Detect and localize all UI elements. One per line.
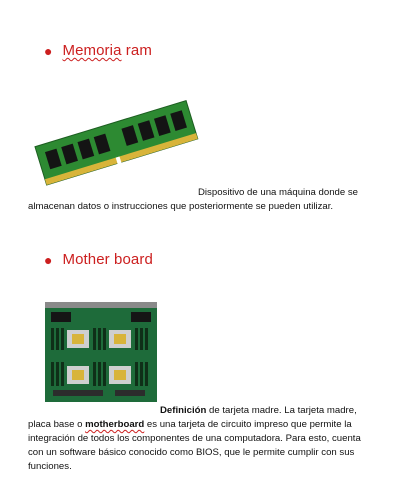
bullet-icon: ● — [44, 42, 53, 59]
term-motherboard: motherboard — [85, 419, 145, 430]
heading-misspelled-word: Memoria — [62, 42, 122, 59]
heading-mother-board: ● Mother board — [44, 251, 153, 268]
motherboard-definition: Definición de tarjeta madre. La tarjeta madre, placa base o motherboard es una tarjeta de circuito impreso que permite la integración de todos los componentes de una computadora. Para esto, cuenta con un software básico conocido como BIOS, que le permite cumplir con sus funciones. — [28, 405, 361, 472]
ram-module-image — [32, 95, 200, 195]
motherboard-image — [45, 302, 157, 402]
bullet-icon: ● — [44, 251, 53, 268]
heading-memoria-ram — [44, 42, 152, 59]
ram-description: Dispositivo de una máquina donde se almacenan datos o instrucciones que posteriormente se pueden utilizar. — [28, 187, 359, 212]
term-definicion: Definición — [160, 405, 207, 416]
heading-rest: ram — [121, 42, 152, 59]
